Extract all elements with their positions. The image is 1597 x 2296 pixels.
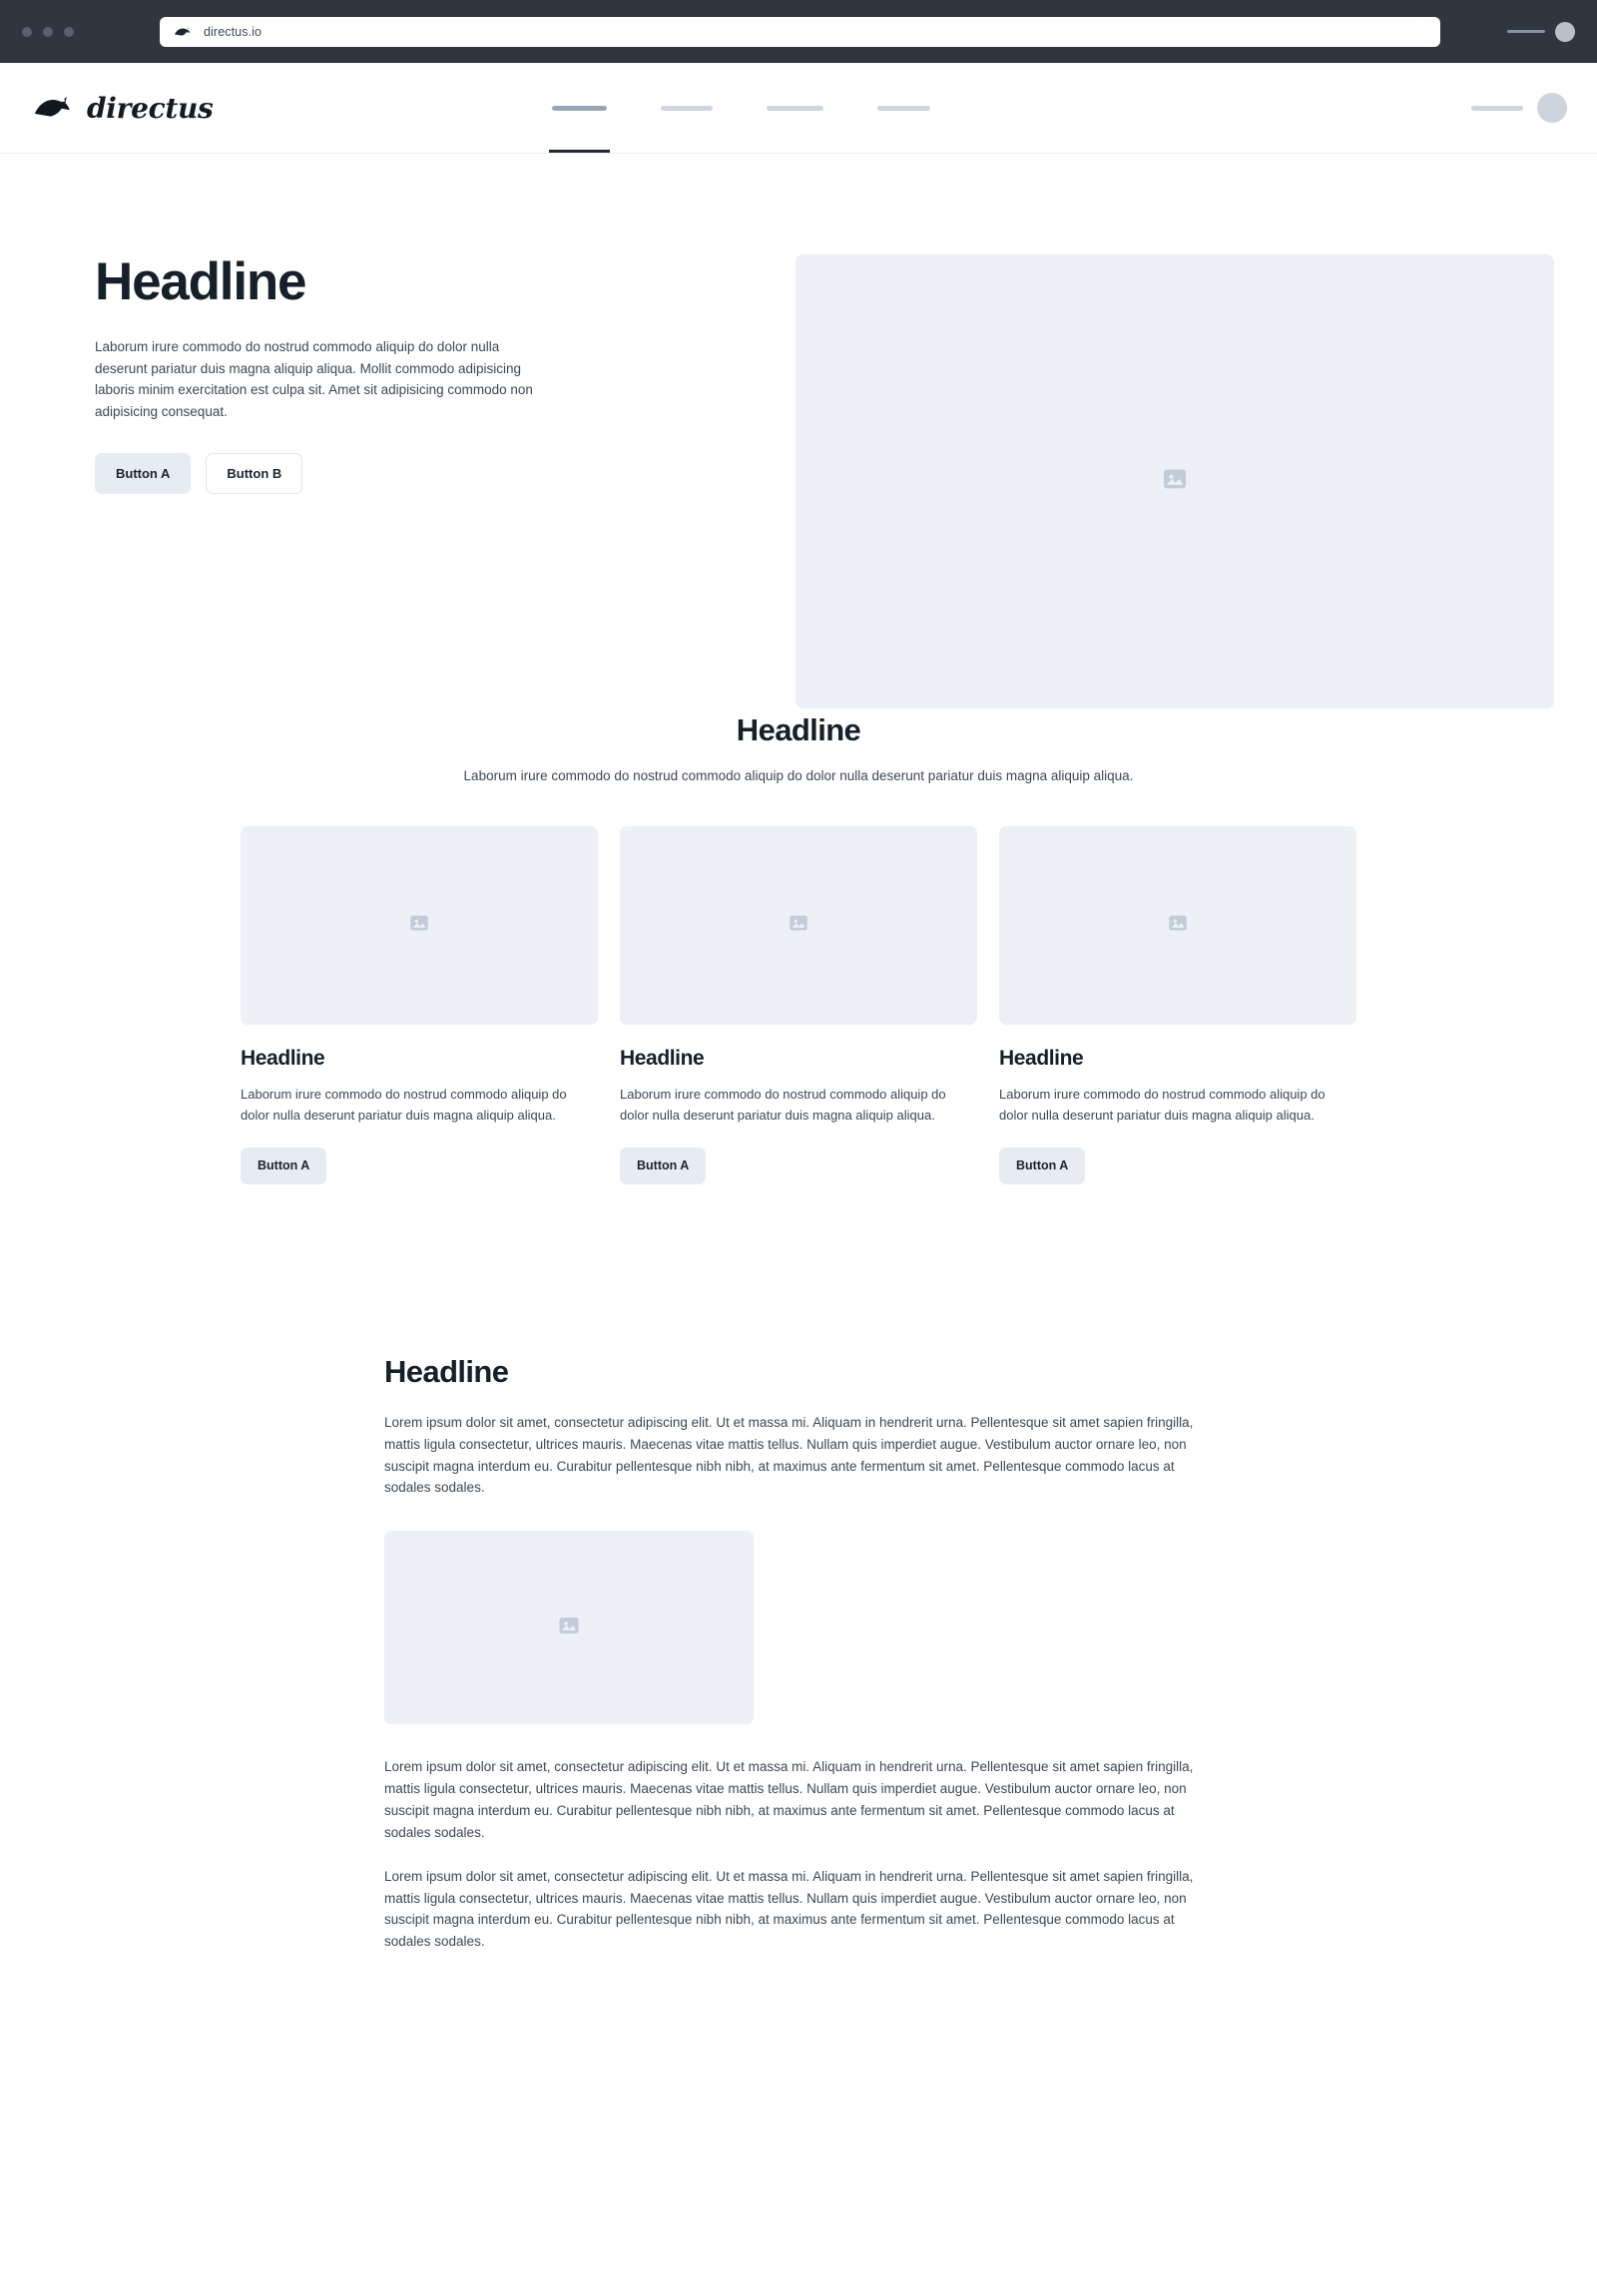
article-paragraph-2: Lorem ipsum dolor sit amet, consectetur adipiscing elit. Ut et massa mi. Aliquam in hendrerit urna. Pellentesque sit amet sapien fringilla, mattis ligula consectetur, ultrices mauris. Maecenas vitae mattis tellus. Nullam quis imperdiet augue. Vestibulum auctor ornare leo, non suscipit magna interdum eu. Curabitur pellentesque nibh nibh, at maximus ante fermentum sit amet. Pellentesque commodo lacus at sodales sodales. bbox=[384, 1759, 1194, 1840]
article-image-placeholder bbox=[384, 1531, 754, 1724]
browser-chrome bbox=[0, 0, 1597, 63]
card-body-text: Laborum irure commodo do nostrud commodo aliquip do dolor nulla deserunt pariatur duis magna aliquip aliqua. bbox=[241, 1087, 567, 1124]
site-logo[interactable] bbox=[32, 92, 214, 125]
avatar[interactable] bbox=[1537, 93, 1567, 123]
close-window-button[interactable] bbox=[22, 27, 32, 37]
hero-button-b[interactable]: Button B bbox=[206, 453, 302, 494]
card-headline: Headline bbox=[999, 1047, 1084, 1070]
nav-item-1-label bbox=[552, 106, 607, 111]
card-body-text: Laborum irure commodo do nostrud commodo aliquip do dolor nulla deserunt pariatur duis magna aliquip aliqua. bbox=[999, 1087, 1326, 1124]
card-body-text: Laborum irure commodo do nostrud commodo aliquip do dolor nulla deserunt pariatur duis magna aliquip aliqua. bbox=[620, 1087, 946, 1124]
header-action-label[interactable] bbox=[1471, 106, 1523, 111]
article-paragraph-1: Lorem ipsum dolor sit amet, consectetur adipiscing elit. Ut et massa mi. Aliquam in hendrerit urna. Pellentesque sit amet sapien fringilla, mattis ligula consectetur, ultrices mauris. Maecenas vitae mattis tellus. Nullam quis imperdiet augue. Vestibulum auctor ornare leo, non suscipit magna interdum eu. Curabitur pellentesque nibh nibh, at maximus ante fermentum sit amet. Pellentesque commodo lacus at sodales sodales. bbox=[384, 1414, 1194, 1496]
card-image-placeholder bbox=[620, 826, 977, 1025]
image-placeholder-icon bbox=[1161, 465, 1189, 498]
card-button[interactable]: Button A bbox=[241, 1148, 326, 1184]
image-placeholder-icon bbox=[788, 912, 809, 939]
brand-name: directus bbox=[87, 91, 214, 125]
minimize-window-button[interactable] bbox=[43, 27, 53, 37]
card-button[interactable]: Button A bbox=[999, 1148, 1085, 1184]
address-bar[interactable] bbox=[160, 17, 1440, 47]
feature-card[interactable] bbox=[620, 826, 977, 1184]
article-paragraph-3: Lorem ipsum dolor sit amet, consectetur adipiscing elit. Ut et massa mi. Aliquam in hendrerit urna. Pellentesque sit amet sapien fringilla, mattis ligula consectetur, ultrices mauris. Maecenas vitae mattis tellus. Nullam quis imperdiet augue. Vestibulum auctor ornare leo, non suscipit magna interdum eu. Curabitur pellentesque nibh nibh, at maximus ante fermentum sit amet. Pellentesque commodo lacus at sodales sodales. bbox=[384, 1868, 1194, 1950]
card-headline: Headline bbox=[241, 1047, 325, 1070]
header-actions[interactable] bbox=[1471, 93, 1567, 123]
nav-item-4[interactable] bbox=[874, 63, 933, 153]
image-placeholder-icon bbox=[1167, 912, 1189, 939]
chrome-right-controls[interactable] bbox=[1507, 0, 1575, 63]
feature-card[interactable] bbox=[241, 826, 598, 1184]
hero-button-row bbox=[95, 453, 549, 494]
chrome-profile-avatar[interactable] bbox=[1555, 22, 1575, 42]
card-headline: Headline bbox=[620, 1047, 705, 1070]
url-text: directus.io bbox=[204, 24, 263, 39]
directus-rabbit-icon bbox=[172, 24, 194, 40]
features-heading-block bbox=[30, 712, 1567, 783]
feature-card-list bbox=[30, 826, 1567, 1184]
article-headline: Headline bbox=[384, 1353, 509, 1389]
nav-item-3[interactable] bbox=[764, 63, 826, 153]
hero-image-placeholder bbox=[796, 254, 1554, 708]
directus-rabbit-icon bbox=[32, 92, 76, 124]
nav-item-2[interactable] bbox=[658, 63, 716, 153]
card-image-placeholder bbox=[241, 826, 598, 1025]
card-button[interactable]: Button A bbox=[620, 1148, 706, 1184]
main-nav[interactable] bbox=[549, 63, 933, 153]
features-subtext: Laborum irure commodo do nostrud commodo aliquip do dolor nulla deserunt pariatur duis magna aliquip aliqua. bbox=[463, 768, 1134, 783]
window-controls[interactable] bbox=[22, 27, 152, 37]
image-placeholder-icon bbox=[408, 912, 430, 939]
site-header bbox=[0, 63, 1597, 154]
image-placeholder-icon bbox=[557, 1613, 581, 1642]
nav-item-4-label bbox=[877, 106, 930, 111]
features-headline: Headline bbox=[736, 712, 861, 747]
hero-section bbox=[0, 154, 1597, 712]
chrome-menu-line[interactable] bbox=[1507, 30, 1545, 33]
nav-item-3-label bbox=[767, 106, 823, 111]
nav-item-2-label bbox=[661, 106, 713, 111]
hero-button-a[interactable]: Button A bbox=[95, 453, 191, 494]
maximize-window-button[interactable] bbox=[64, 27, 74, 37]
card-image-placeholder bbox=[999, 826, 1356, 1025]
page-title: Headline bbox=[95, 252, 306, 311]
features-section bbox=[0, 712, 1597, 1184]
hero-copy bbox=[30, 254, 549, 708]
article-section bbox=[0, 1354, 1597, 1953]
feature-card[interactable] bbox=[999, 826, 1356, 1184]
hero-body-text: Laborum irure commodo do nostrud commodo aliquip do dolor nulla deserunt pariatur duis magna aliquip aliqua. Mollit commodo adipisicing laboris minim exercitation est culpa sit. Amet sit adipisicing commodo non adipisicing consequat. bbox=[95, 338, 533, 420]
nav-item-1[interactable] bbox=[549, 63, 610, 153]
